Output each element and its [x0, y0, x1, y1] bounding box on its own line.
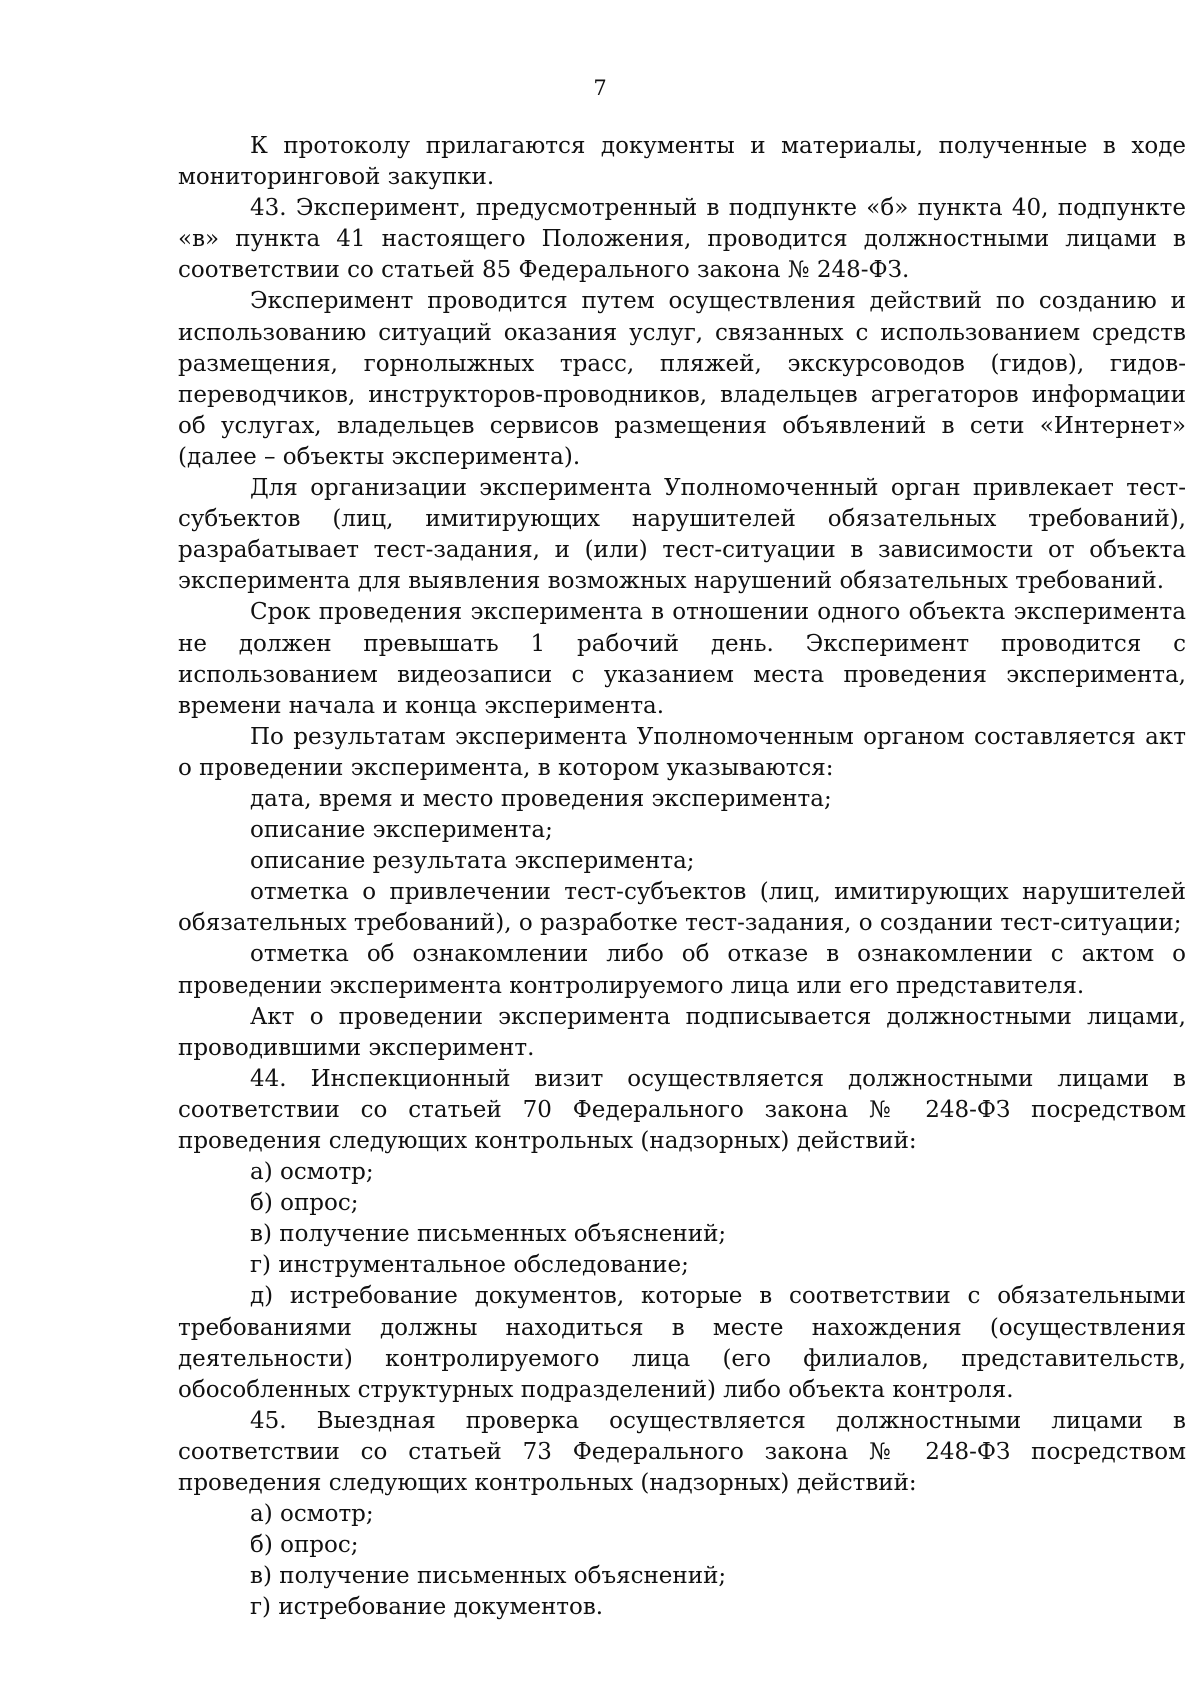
paragraph-act-signature: Акт о проведении эксперимента подписывается должностными лицами, проводившими эксперимент.	[178, 1003, 1186, 1061]
list-item-44-a: а) осмотр;	[250, 1159, 374, 1186]
list-item-result-description: описание результата эксперимента;	[250, 848, 695, 875]
paragraph-experiment-organization: Для организации эксперимента Уполномоченный орган привлекает тест-субъектов (лиц, имитирующих нарушителей обязательных требований), разрабатывает тест-задания, и (или) тест-ситуации в зависимости от объекта эксперимента для выявления возможных нарушений обязательных требований.	[178, 475, 1186, 595]
list-item-44-d: д) истребование документов, которые в соответствии с обязательными требованиями должны находиться в месте нахождения (осуществления деятельности) контролируемого лица (его филиалов, представительств, обособленных структурных подразделений) либо объекта контроля.	[178, 1283, 1186, 1403]
list-item-45-a: а) осмотр;	[250, 1501, 374, 1528]
list-item-44-v: в) получение письменных объяснений;	[250, 1221, 727, 1248]
document-body	[178, 131, 1186, 1624]
paragraph-experiment-method: Эксперимент проводится путем осуществления действий по созданию и использованию ситуаций оказания услуг, связанных с использованием средств размещения, горнолыжных трасс, пляжей, экскурсоводов (гидов), гидов-переводчиков, инструкторов-проводников, владельцев агрегаторов информации об услугах, владельцев сервисов размещения объявлений в сети «Интернет» (далее – объекты эксперимента).	[178, 288, 1186, 470]
paragraph-experiment-act: По результатам эксперимента Уполномоченным органом составляется акт о проведении эксперимента, в котором указываются:	[178, 723, 1186, 781]
list-item-45-g: г) истребование документов.	[250, 1594, 604, 1621]
list-item-44-g: г) инструментальное обследование;	[250, 1252, 689, 1279]
list-item-45-v: в) получение письменных объяснений;	[250, 1563, 727, 1590]
page-number: 7	[593, 76, 607, 100]
list-item-45-b: б) опрос;	[250, 1532, 359, 1559]
list-item-date-time-place: дата, время и место проведения эксперимента;	[250, 785, 832, 812]
paragraph-protocol-attachments: К протоколу прилагаются документы и материалы, полученные в ходе мониторинговой закупки.	[178, 133, 1186, 191]
paragraph-45: 45. Выездная проверка осуществляется должностными лицами в соответствии со статьей 73 Федерального закона № 248-ФЗ посредством проведения следующих контрольных (надзорных) действий:	[178, 1407, 1186, 1497]
list-item-44-b: б) опрос;	[250, 1190, 359, 1217]
list-item-experiment-description: описание эксперимента;	[250, 817, 553, 844]
paragraph-experiment-duration: Срок проведения эксперимента в отношении одного объекта эксперимента не должен превышать 1 рабочий день. Эксперимент проводится с использованием видеозаписи с указанием места проведения эксперимента, времени начала и конца эксперимента.	[178, 599, 1186, 719]
list-item-acquaintance-note: отметка об ознакомлении либо об отказе в ознакомлении с актом о проведении эксперимента контролируемого лица или его представителя.	[178, 941, 1186, 999]
paragraph-43: 43. Эксперимент, предусмотренный в подпункте «б» пункта 40, подпункте «в» пункта 41 настоящего Положения, проводится должностными лицами в соответствии со статьей 85 Федерального закона № 248-ФЗ.	[178, 195, 1186, 284]
paragraph-44: 44. Инспекционный визит осуществляется должностными лицами в соответствии со статьей 70 Федерального закона № 248-ФЗ посредством проведения следующих контрольных (надзорных) действий:	[178, 1065, 1186, 1154]
list-item-test-subjects-note: отметка о привлечении тест-субъектов (лиц, имитирующих нарушителей обязательных требований), о разработке тест-задания, о создании тест-ситуации;	[178, 879, 1186, 937]
